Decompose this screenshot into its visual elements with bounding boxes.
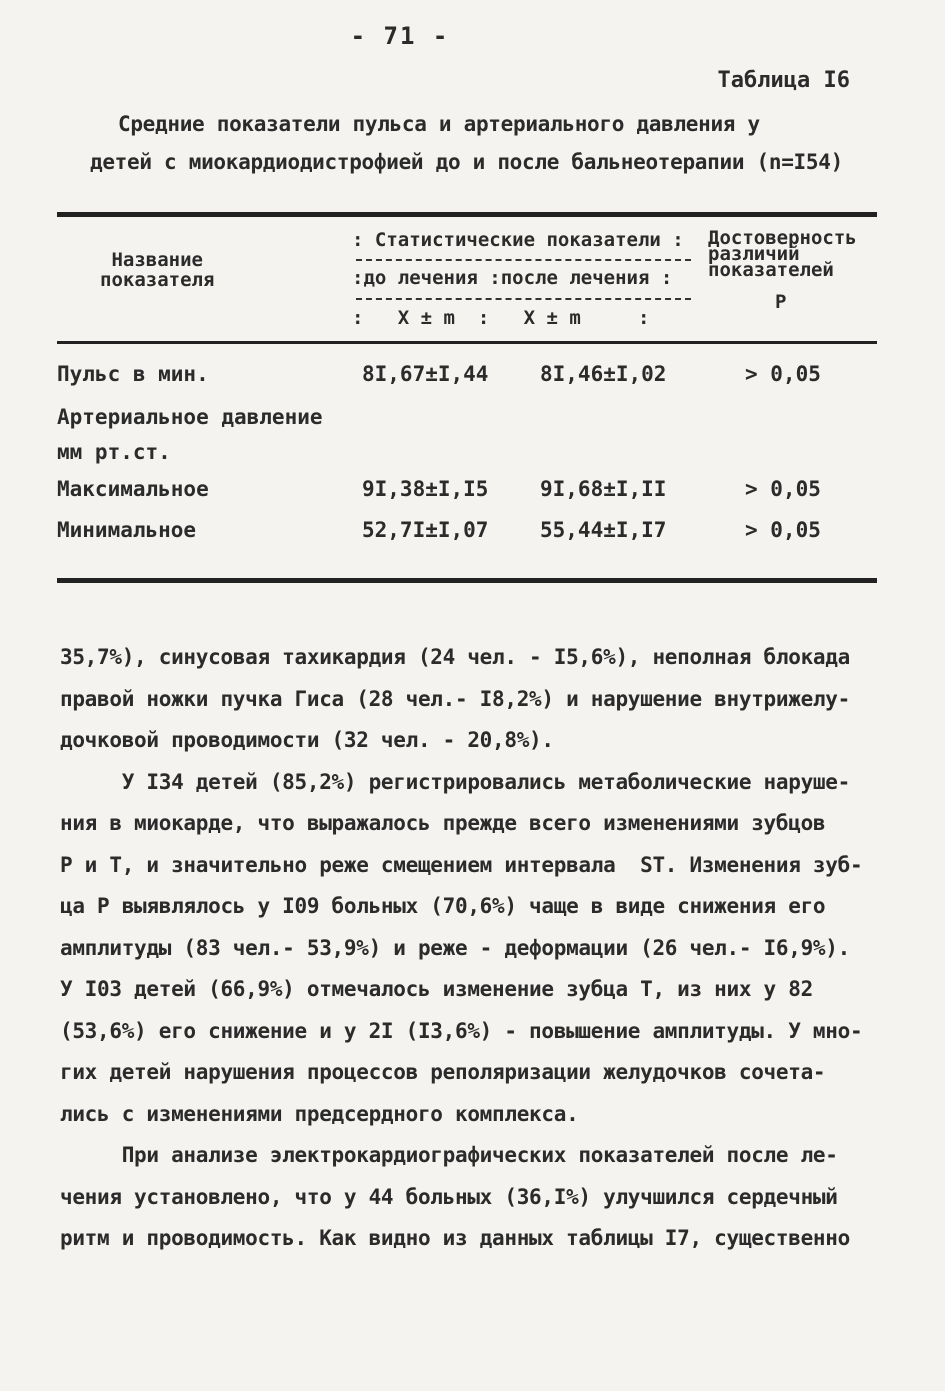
- table-caption-line-2: детей с миокардиодистрофией до и после бальнеотерапии (n=I54): [90, 150, 843, 174]
- table-cell-p: > 0,05: [745, 477, 821, 501]
- body-text-line: (53,6%) его снижение и у 2I (I3,6%) - повышение амплитуды. У мно-: [60, 1018, 863, 1043]
- body-text-line: гих детей нарушения процессов реполяризации желудочков сочета-: [60, 1060, 826, 1084]
- table-cell-after: 8I,46±I,02: [540, 362, 667, 386]
- table-cell-after: 9I,68±I,II: [540, 477, 667, 501]
- body-text-line: P и T, и значительно реже смещением интервала ST. Изменения зуб-: [60, 852, 863, 877]
- table-cell-name: Минимальное: [57, 518, 197, 542]
- table-cell-before: 9I,38±I,I5: [362, 477, 489, 501]
- body-text-line: При анализе электрокардиографических показателей после ле-: [60, 1143, 838, 1167]
- body-text-line: ния в миокарде, что выражалось прежде всего изменениями зубцов: [60, 811, 826, 835]
- header-p: P: [775, 291, 787, 313]
- table-cell-after: 55,44±I,I7: [540, 518, 667, 542]
- header-significance: Достоверность различий показателей: [708, 227, 857, 281]
- table-cell-before: 8I,67±I,44: [362, 362, 489, 386]
- header-statistics: : Статистические показатели :: [352, 229, 684, 251]
- body-text-line: ритм и проводимость. Как видно из данных таблицы I7, существенно: [60, 1226, 850, 1250]
- table-cell-before: 52,7I±I,07: [362, 518, 489, 542]
- table-label: Таблица I6: [717, 68, 850, 93]
- table-caption-line-1: Средние показатели пульса и артериального давления у: [118, 112, 760, 136]
- body-text-line: амплитуды (83 чел.- 53,9%) и реже - деформации (26 чел.- I6,9%).: [60, 935, 850, 960]
- header-indicator-name: Название показателя: [100, 249, 215, 291]
- page-number: - 71 -: [350, 22, 450, 50]
- body-text-line: дочковой проводимости (32 чел. - 20,8%).: [60, 728, 554, 752]
- table-cell-name: Максимальное: [57, 477, 209, 501]
- table-bottom-rule: [57, 578, 877, 583]
- body-text-line: чения установлено, что у 44 больных (36,I%) улучшился сердечный: [60, 1184, 838, 1209]
- header-sub-divider: [356, 298, 691, 300]
- body-text-line: лись с изменениями предсердного комплекса.: [60, 1101, 579, 1126]
- table-cell-name: мм рт.ст.: [57, 440, 171, 464]
- header-x-m: : X ± m : X ± m :: [352, 307, 650, 329]
- table-top-rule: [57, 212, 877, 217]
- body-text-line: У I03 детей (66,9%) отмечалось изменение зубца T, из них у 82: [60, 977, 813, 1001]
- table-cell-name: Пульс в мин.: [57, 362, 209, 386]
- header-before-after: :до лечения :после лечения :: [352, 267, 673, 289]
- header-divider: [356, 259, 691, 261]
- body-text-line: У I34 детей (85,2%) регистрировались метаболические наруше-: [60, 769, 850, 794]
- table-cell-name: Артериальное давление: [57, 405, 323, 429]
- body-text-line: правой ножки пучка Гиса (28 чел.- I8,2%) и нарушение внутрижелу-: [60, 686, 850, 711]
- table-cell-p: > 0,05: [745, 362, 821, 386]
- body-text-line: ца P выявлялось у I09 больных (70,6%) чаще в виде снижения его: [60, 894, 826, 918]
- table-cell-p: > 0,05: [745, 518, 821, 542]
- table-header-rule: [57, 341, 877, 344]
- body-text-line: 35,7%), синусовая тахикардия (24 чел. - I5,6%), неполная блокада: [60, 645, 850, 669]
